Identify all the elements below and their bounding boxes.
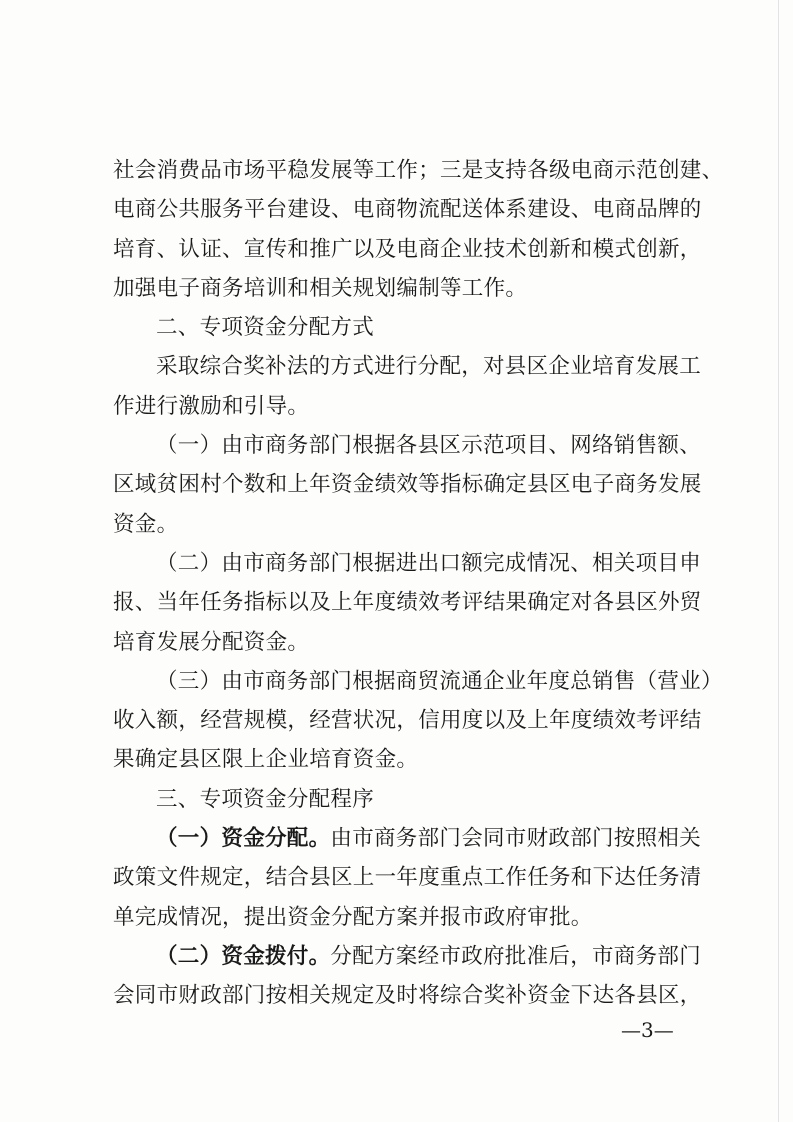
paragraph-item-2	[113, 544, 703, 662]
text-line: 电商公共服务平台建设、电商物流配送体系建设、电商品牌的	[113, 197, 702, 223]
document-body	[113, 151, 724, 1016]
text-line: 政策文件规定，结合县区上一年度重点工作任务和下达任务清	[113, 865, 702, 891]
page-number: —3—	[621, 1018, 674, 1042]
text-line: （三）由市商务部门根据商贸流通企业年度总销售（营业）	[156, 668, 723, 694]
section-heading-allocation-method: 二、专项资金分配方式	[156, 315, 375, 341]
text-line: 社会消费品市场平稳发展等工作；三是支持各级电商示范创建、	[113, 158, 724, 183]
paragraph-item-3	[113, 662, 723, 780]
paragraph-support-ecommerce	[113, 151, 724, 308]
text-line: 区域贫困村个数和上年资金绩效等指标确定县区电子商务发展	[113, 472, 702, 498]
paragraph-fund-disbursement	[113, 937, 703, 1016]
paragraph-fund-allocation	[113, 819, 703, 937]
lead-bold-text: （一）资金分配。	[156, 826, 331, 852]
lead-rest-text: 分配方案经市政府批准后，市商务部门	[330, 943, 702, 969]
lead-bold-text: （二）资金拨付。	[156, 943, 331, 969]
text-line	[113, 937, 703, 976]
paragraph-item-1	[113, 426, 703, 544]
text-line: 果确定县区限上企业培育资金。	[113, 747, 419, 773]
text-line: （二）由市商务部门根据进出口额完成情况、相关项目申	[156, 550, 702, 576]
text-line	[113, 819, 703, 858]
text-line: 加强电子商务培训和相关规划编制等工作。	[113, 275, 528, 301]
text-line: 单完成情况，提出资金分配方案并报市政府审批。	[113, 904, 593, 930]
lead-rest-text: 由市商务部门会同市财政部门按照相关	[330, 826, 702, 852]
section-heading-allocation-procedure: 三、专项资金分配程序	[156, 786, 375, 812]
paragraph-allocation-approach	[113, 347, 703, 426]
text-line: 会同市财政部门按相关规定及时将综合奖补资金下达各县区，	[113, 983, 702, 1009]
text-line: 收入额，经营规模，经营状况，信用度以及上年度绩效考评结	[113, 708, 702, 734]
text-line: （一）由市商务部门根据各县区示范项目、网络销售额、	[156, 433, 702, 459]
text-line: 报、当年任务指标以及上年度绩效考评结果确定对各县区外贸	[113, 590, 702, 616]
page-edge-shadow	[778, 0, 779, 1122]
text-line: 采取综合奖补法的方式进行分配，对县区企业培育发展工	[156, 354, 702, 380]
text-line: 作进行激励和引导。	[113, 393, 310, 419]
text-line: 培育发展分配资金。	[113, 629, 310, 655]
text-line: 培育、认证、宣传和推广以及电商企业技术创新和模式创新，	[113, 236, 702, 262]
text-line: 资金。	[113, 511, 179, 537]
